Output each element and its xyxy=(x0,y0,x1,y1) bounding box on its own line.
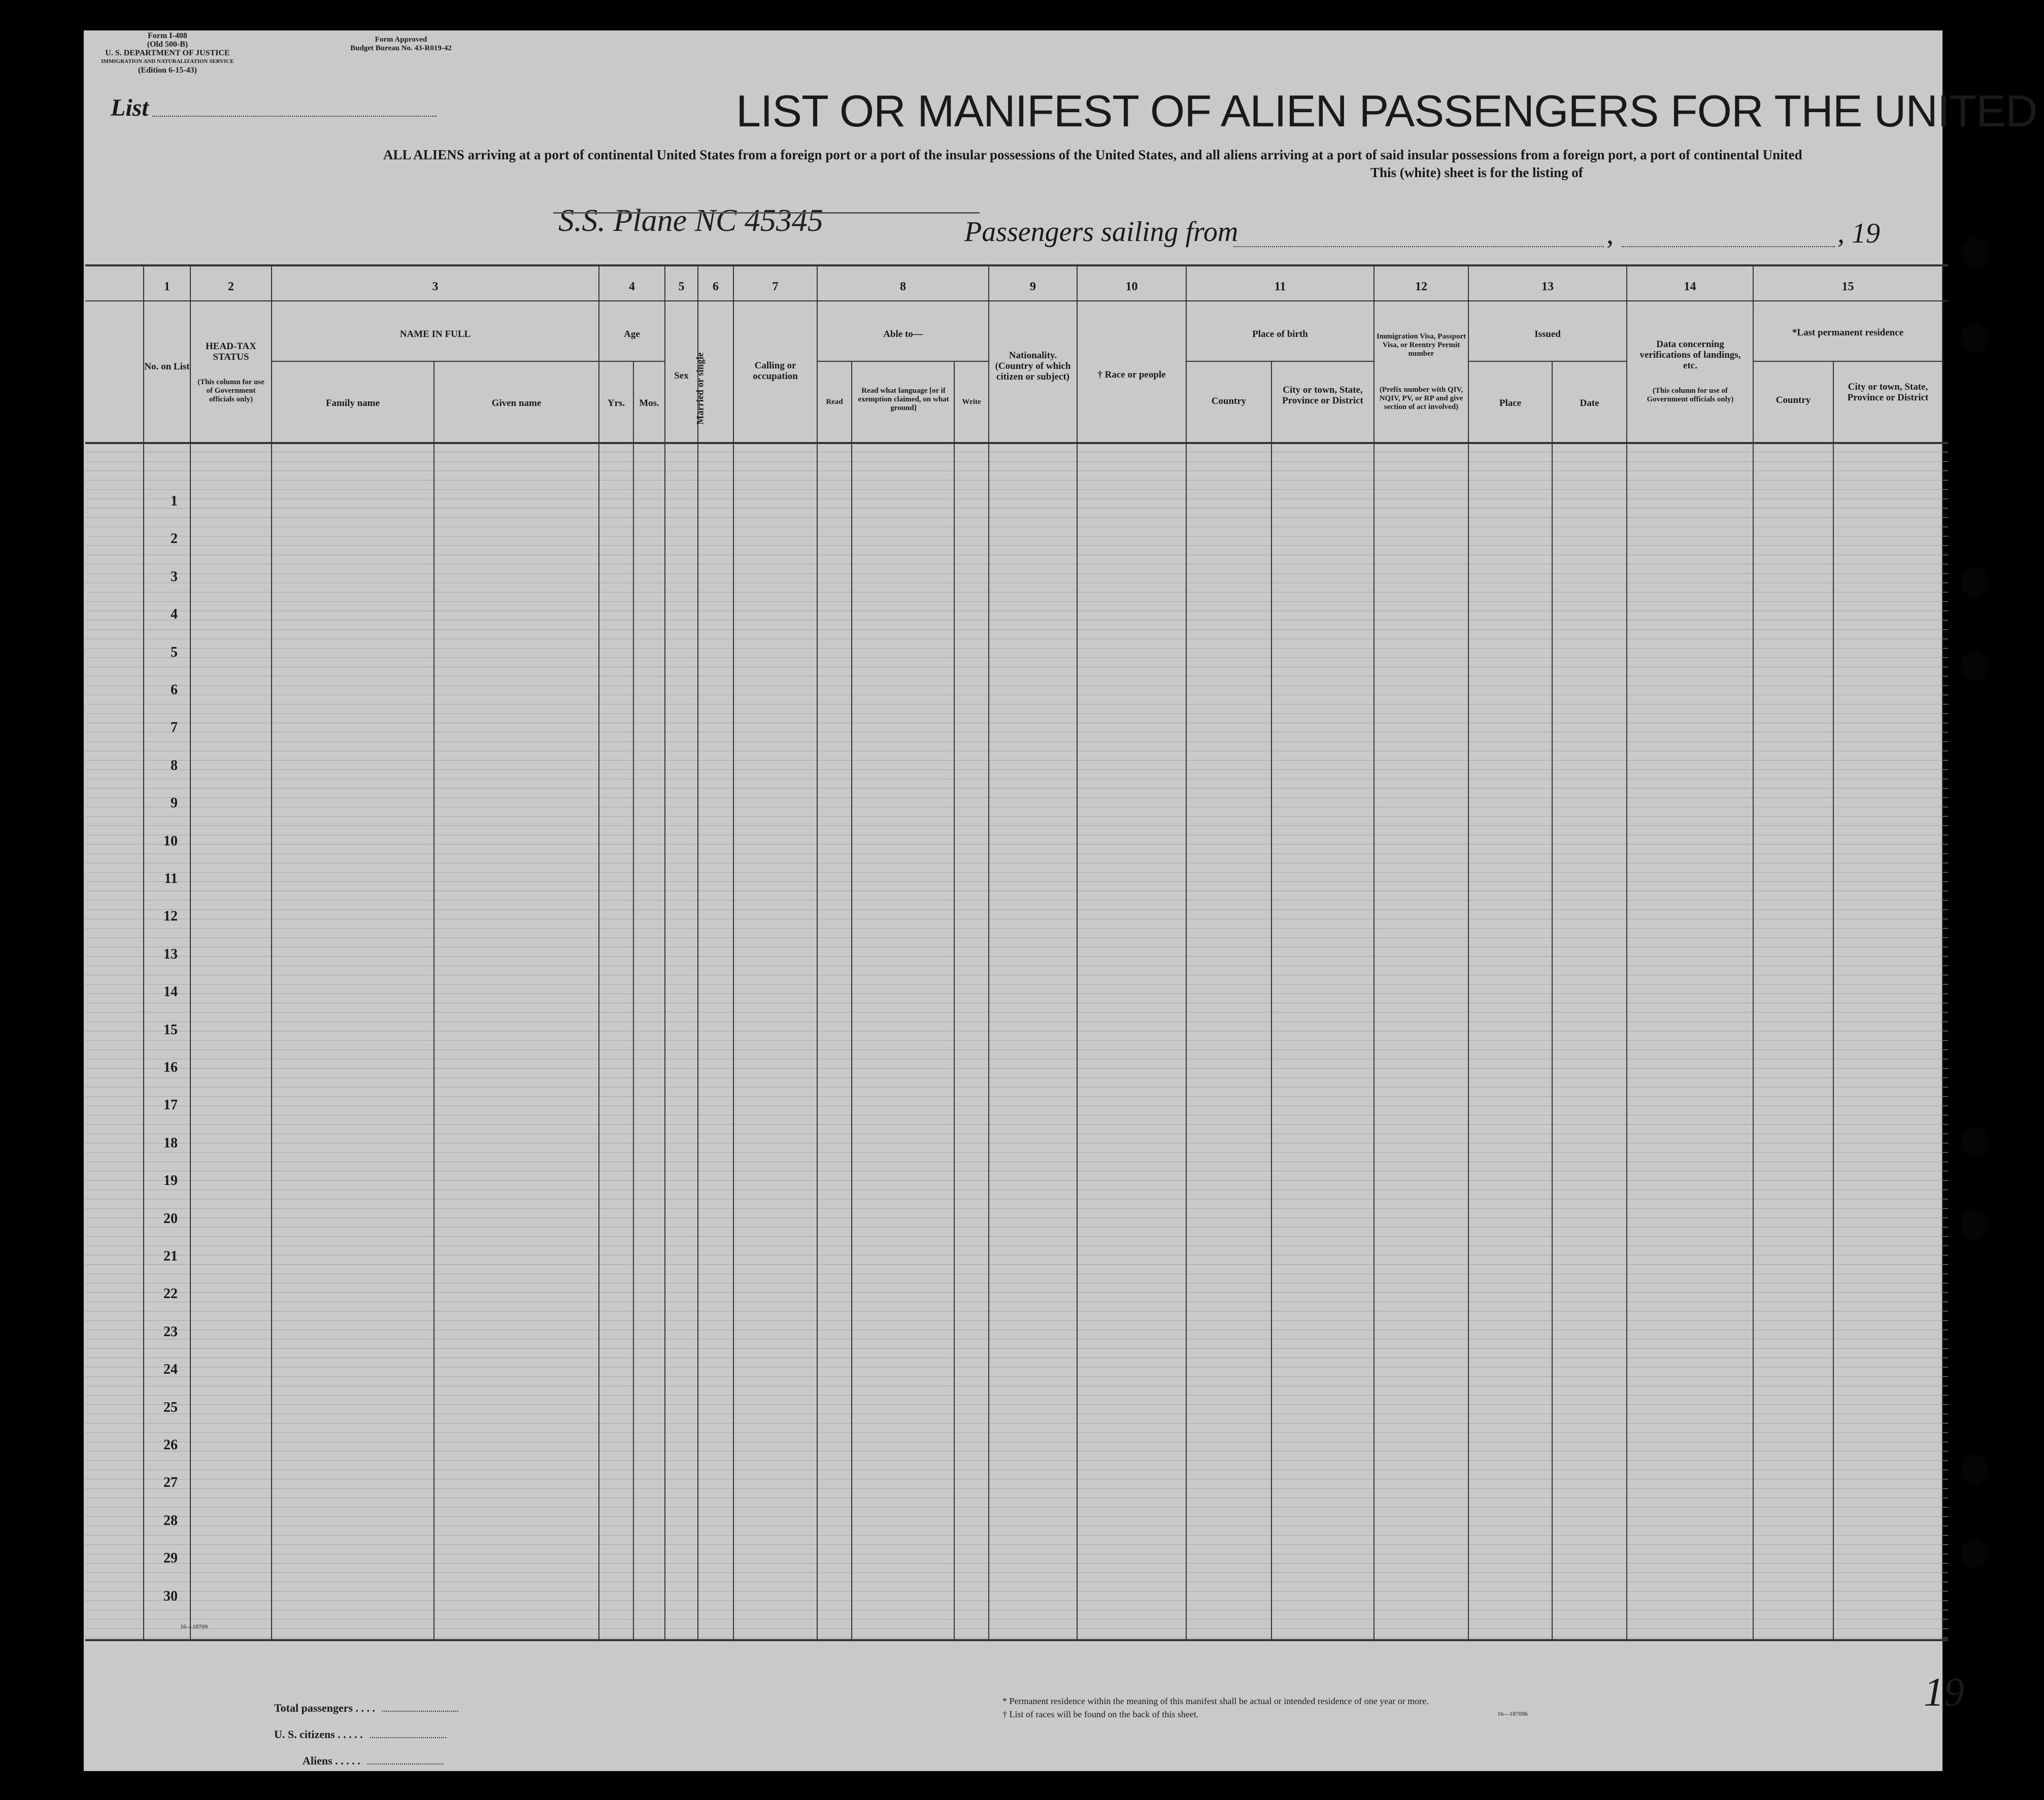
column-subheader-birth-city: City or town, State, Province or District xyxy=(1282,385,1363,406)
row-number: 3 xyxy=(171,568,178,585)
column-subheader-residence-city: City or town, State, Province or District xyxy=(1847,382,1929,403)
row-number: 9 xyxy=(171,795,178,811)
total-passengers-row: Total passengers . . . . xyxy=(274,1695,458,1721)
column-number: 13 xyxy=(1542,280,1554,293)
binder-hole xyxy=(1961,1127,1988,1157)
row-number: 4 xyxy=(171,606,178,623)
column-header-able-to: Able to— xyxy=(883,329,923,339)
residence-footnote: * Permanent residence within the meaning of this manifest shall be actual or intended residence of one year or more. xyxy=(1002,1696,1429,1706)
aliens-row: Aliens . . . . . xyxy=(274,1748,458,1774)
row-number: 2 xyxy=(171,531,178,547)
column-subheader-given-name: Given name xyxy=(491,398,542,409)
page-number-handwriting: 19 xyxy=(1924,1670,1964,1715)
column-header-occupation: Calling or occupation xyxy=(753,360,798,382)
column-subheader-residence-country: Country xyxy=(1775,395,1811,405)
column-note-head-tax: (This column for use of Government officials only) xyxy=(197,378,264,403)
column-number: 5 xyxy=(678,280,685,293)
column-note-verifications: (This column for use of Government officials only) xyxy=(1647,387,1734,403)
budget-bureau-line: Budget Bureau No. 43-R019-42 xyxy=(350,44,452,52)
row-number: 17 xyxy=(163,1097,178,1113)
column-subheader-issued-place: Place xyxy=(1499,398,1522,409)
row-number: 8 xyxy=(171,757,178,773)
us-citizens-row: U. S. citizens . . . . . xyxy=(274,1721,458,1748)
column-number: 9 xyxy=(1030,280,1036,293)
us-citizens-field[interactable] xyxy=(370,1737,446,1738)
column-number: 10 xyxy=(1125,280,1138,293)
row-number: 23 xyxy=(163,1323,178,1340)
column-subheader-read-language: Read what language [or if exemption claimed, on what ground] xyxy=(858,387,949,412)
row-number: 20 xyxy=(163,1210,178,1227)
instructions-line-2: This (white) sheet is for the listing of xyxy=(1370,165,1583,180)
column-subheader-family-name: Family name xyxy=(325,398,380,409)
row-number: 21 xyxy=(163,1248,178,1264)
column-number: 7 xyxy=(772,280,779,293)
row-number: 24 xyxy=(163,1362,178,1378)
row-number: 13 xyxy=(163,946,178,962)
binder-hole xyxy=(1961,1454,1988,1485)
column-number: 6 xyxy=(713,280,719,293)
aliens-label: Aliens xyxy=(303,1754,332,1767)
row-number: 27 xyxy=(163,1475,178,1491)
column-subheader-years: Yrs. xyxy=(607,398,625,409)
row-number: 19 xyxy=(163,1173,178,1189)
column-header-issued: Issued xyxy=(1534,329,1561,339)
column-header-nationality: Nationality. (Country of which citizen or subject) xyxy=(995,350,1071,382)
column-header-no-on-list: No. on List xyxy=(144,361,190,372)
binder-hole xyxy=(1961,1538,1988,1568)
column-subheader-write: Write xyxy=(962,398,981,406)
column-number: 11 xyxy=(1274,280,1286,293)
races-footnote: † List of races will be found on the back of this sheet. xyxy=(1002,1709,1199,1719)
row-number: 1 xyxy=(171,493,178,509)
column-number: 12 xyxy=(1415,280,1427,293)
total-passengers-field[interactable] xyxy=(382,1711,458,1712)
binder-hole xyxy=(1961,237,1988,268)
service-name: IMMIGRATION AND NATURALIZATION SERVICE xyxy=(101,58,234,64)
column-number: 3 xyxy=(432,280,439,293)
column-note-visa: (Prefix number with QIV, NQIV, PV, or RP and give section of act involved) xyxy=(1379,386,1463,411)
column-number: 4 xyxy=(629,280,635,293)
column-subheader-issued-date: Date xyxy=(1580,398,1599,409)
row-number: 11 xyxy=(164,871,178,887)
row-number: 25 xyxy=(163,1399,178,1415)
column-subheader-birth-country: Country xyxy=(1211,396,1247,406)
binder-hole xyxy=(1961,651,1988,682)
instructions-line-1: ALL ALIENS arriving at a port of continental United States from a foreign port or a port of the insular possessions of the United States, and all aliens arriving at a port of said insular possessions from a foreign port, a port of continental United xyxy=(383,147,1802,162)
aliens-field[interactable] xyxy=(367,1763,444,1764)
column-number: 2 xyxy=(228,280,234,293)
column-subheader-read: Read xyxy=(826,398,843,406)
column-header-sex: Sex xyxy=(674,370,689,381)
year-prefix: , 19 xyxy=(1837,218,1880,249)
row-number: 26 xyxy=(163,1437,178,1453)
row-number: 7 xyxy=(171,720,178,736)
column-header-race: † Race or people xyxy=(1097,369,1166,380)
binder-hole xyxy=(1961,1210,1988,1240)
row-number: 16 xyxy=(163,1060,178,1075)
approval-line: Form Approved xyxy=(375,36,427,44)
department-name: U. S. DEPARTMENT OF JUSTICE xyxy=(105,49,230,57)
row-number: 28 xyxy=(163,1512,178,1529)
column-header-verifications: Data concerning verifications of landings, etc. xyxy=(1639,339,1741,371)
ship-name-handwriting[interactable]: S.S. Plane NC 45345 xyxy=(558,203,823,238)
us-citizens-label: U. S. citizens xyxy=(274,1728,335,1741)
sheet-code: 16—18709b xyxy=(1497,1710,1528,1717)
row-number: 10 xyxy=(163,833,178,849)
sailing-from-label: Passengers sailing from xyxy=(964,216,1238,248)
edition: (Edition 6-15-43) xyxy=(138,66,197,75)
column-header-visa: Immigration Visa, Passport Visa, or Reentry Permit number xyxy=(1376,332,1466,358)
row-number: 15 xyxy=(163,1022,178,1038)
page-title: LIST OR MANIFEST OF ALIEN PASSENGERS FOR THE UNITED xyxy=(736,86,2037,136)
column-number: 1 xyxy=(164,280,170,293)
row-number: 18 xyxy=(163,1135,178,1151)
row-number: 6 xyxy=(171,682,178,698)
column-header-head-tax: HEAD-TAX STATUS xyxy=(206,341,256,362)
form-code: 16—18709 xyxy=(180,1623,208,1630)
column-header-place-of-birth: Place of birth xyxy=(1252,329,1308,339)
year-prefix-text: 19 xyxy=(1852,218,1880,249)
column-number: 15 xyxy=(1841,280,1854,293)
totals-block xyxy=(274,1695,458,1774)
row-number: 5 xyxy=(171,644,178,660)
row-number: 12 xyxy=(163,908,178,925)
row-number: 30 xyxy=(163,1588,178,1604)
binder-hole xyxy=(1961,567,1988,598)
column-header-name: NAME IN FULL xyxy=(399,329,471,339)
column-header-last-residence: *Last permanent residence xyxy=(1792,327,1904,338)
row-number: 22 xyxy=(163,1286,178,1302)
column-header-married: Married or single xyxy=(695,352,706,425)
binder-hole xyxy=(1961,323,1988,353)
column-subheader-months: Mos. xyxy=(639,398,659,409)
row-number: 29 xyxy=(163,1550,178,1567)
column-number: 14 xyxy=(1684,280,1696,293)
row-number: 14 xyxy=(163,984,178,1000)
form-number: Form I-408 xyxy=(148,31,187,40)
old-form-number: (Old 500-B) xyxy=(147,40,188,49)
total-passengers-label: Total passengers xyxy=(274,1702,353,1714)
column-number: 8 xyxy=(900,280,906,293)
comma-separator: , xyxy=(1606,219,1614,250)
list-label: List xyxy=(111,94,149,121)
column-header-age: Age xyxy=(624,329,640,339)
